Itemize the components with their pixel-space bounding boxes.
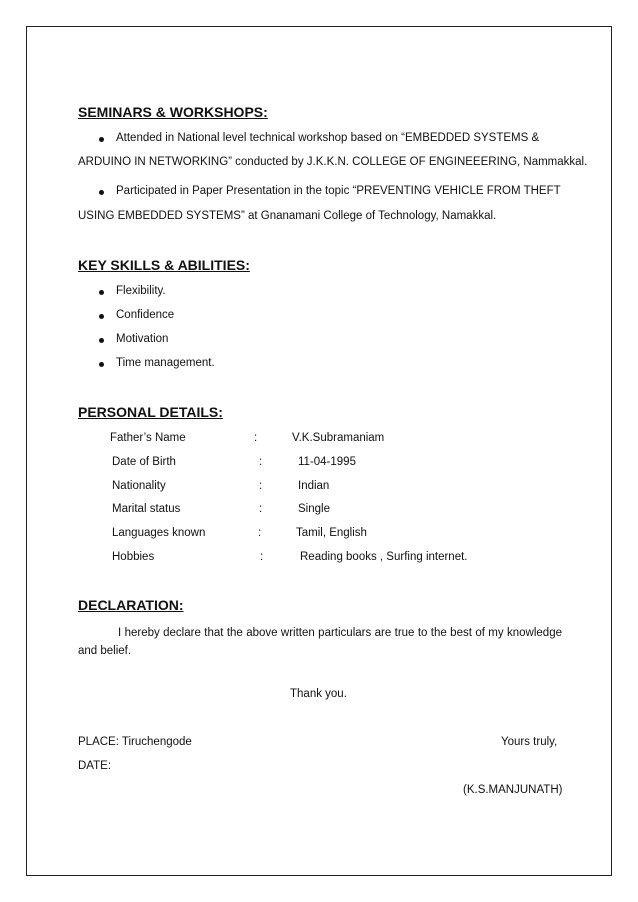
skill-label: Flexibility. [116, 285, 166, 297]
pd-colon: : [260, 551, 264, 563]
skill-label: Confidence [116, 309, 175, 321]
pd-label-marital: Marital status [112, 503, 181, 515]
skill-label: Motivation [116, 333, 169, 345]
pd-label-hobbies: Hobbies [112, 551, 155, 563]
seminar-item-1-line2: ARDUINO IN NETWORKING” conducted by J.K.K.N. COLLEGE OF ENGINEEERING, Nammakkal. [78, 156, 588, 168]
pd-colon: : [259, 456, 263, 468]
seminars-heading: SEMINARS & WORKSHOPS: [78, 104, 268, 120]
skill-label: Time management. [116, 357, 215, 369]
skill-item [100, 357, 215, 369]
thanks-text: Thank you. [290, 688, 347, 700]
personal-heading: PERSONAL DETAILS: [78, 404, 223, 420]
date-text: DATE: [78, 760, 112, 772]
skill-item [100, 285, 166, 297]
pd-value-nationality: Indian [298, 480, 330, 492]
pd-colon: : [259, 503, 263, 515]
closing-text: Yours truly, [501, 736, 558, 748]
place-text: PLACE: Tiruchengode [78, 736, 192, 748]
pd-colon: : [259, 480, 263, 492]
pd-value-marital: Single [298, 503, 330, 515]
seminar-item-1 [100, 132, 539, 144]
pd-label-nationality: Nationality [112, 480, 166, 492]
pd-value-father: V.K.Subramaniam [292, 432, 385, 444]
pd-label-father: Father’s Name [110, 432, 186, 444]
pd-value-languages: Tamil, English [296, 527, 367, 539]
pd-label-dob: Date of Birth [112, 456, 176, 468]
declaration-heading: DECLARATION: [78, 597, 184, 613]
seminar-item-2-line1: Participated in Paper Presentation in the topic “PREVENTING VEHICLE FROM THEFT [116, 185, 561, 197]
page-border [26, 26, 612, 876]
signature-name: (K.S.MANJUNATH) [463, 784, 563, 796]
pd-value-dob: 11-04-1995 [298, 456, 356, 468]
pd-colon: : [254, 432, 258, 444]
pd-value-hobbies: Reading books , Surfing internet. [300, 551, 468, 563]
skill-item [100, 333, 168, 345]
seminar-item-2-line2: USING EMBEDDED SYSTEMS” at Gnanamani College of Technology, Namakkal. [78, 210, 497, 222]
skill-item [100, 309, 174, 321]
skills-heading: KEY SKILLS & ABILITIES: [78, 257, 250, 273]
pd-colon: : [258, 527, 262, 539]
seminar-item-2 [100, 185, 561, 197]
seminar-item-1-line1: Attended in National level technical workshop based on “EMBEDDED SYSTEMS & [116, 132, 540, 144]
pd-label-languages: Languages known [112, 527, 206, 539]
declaration-text: I hereby declare that the above written particulars are true to the best of my knowledge and belief. [78, 627, 562, 657]
